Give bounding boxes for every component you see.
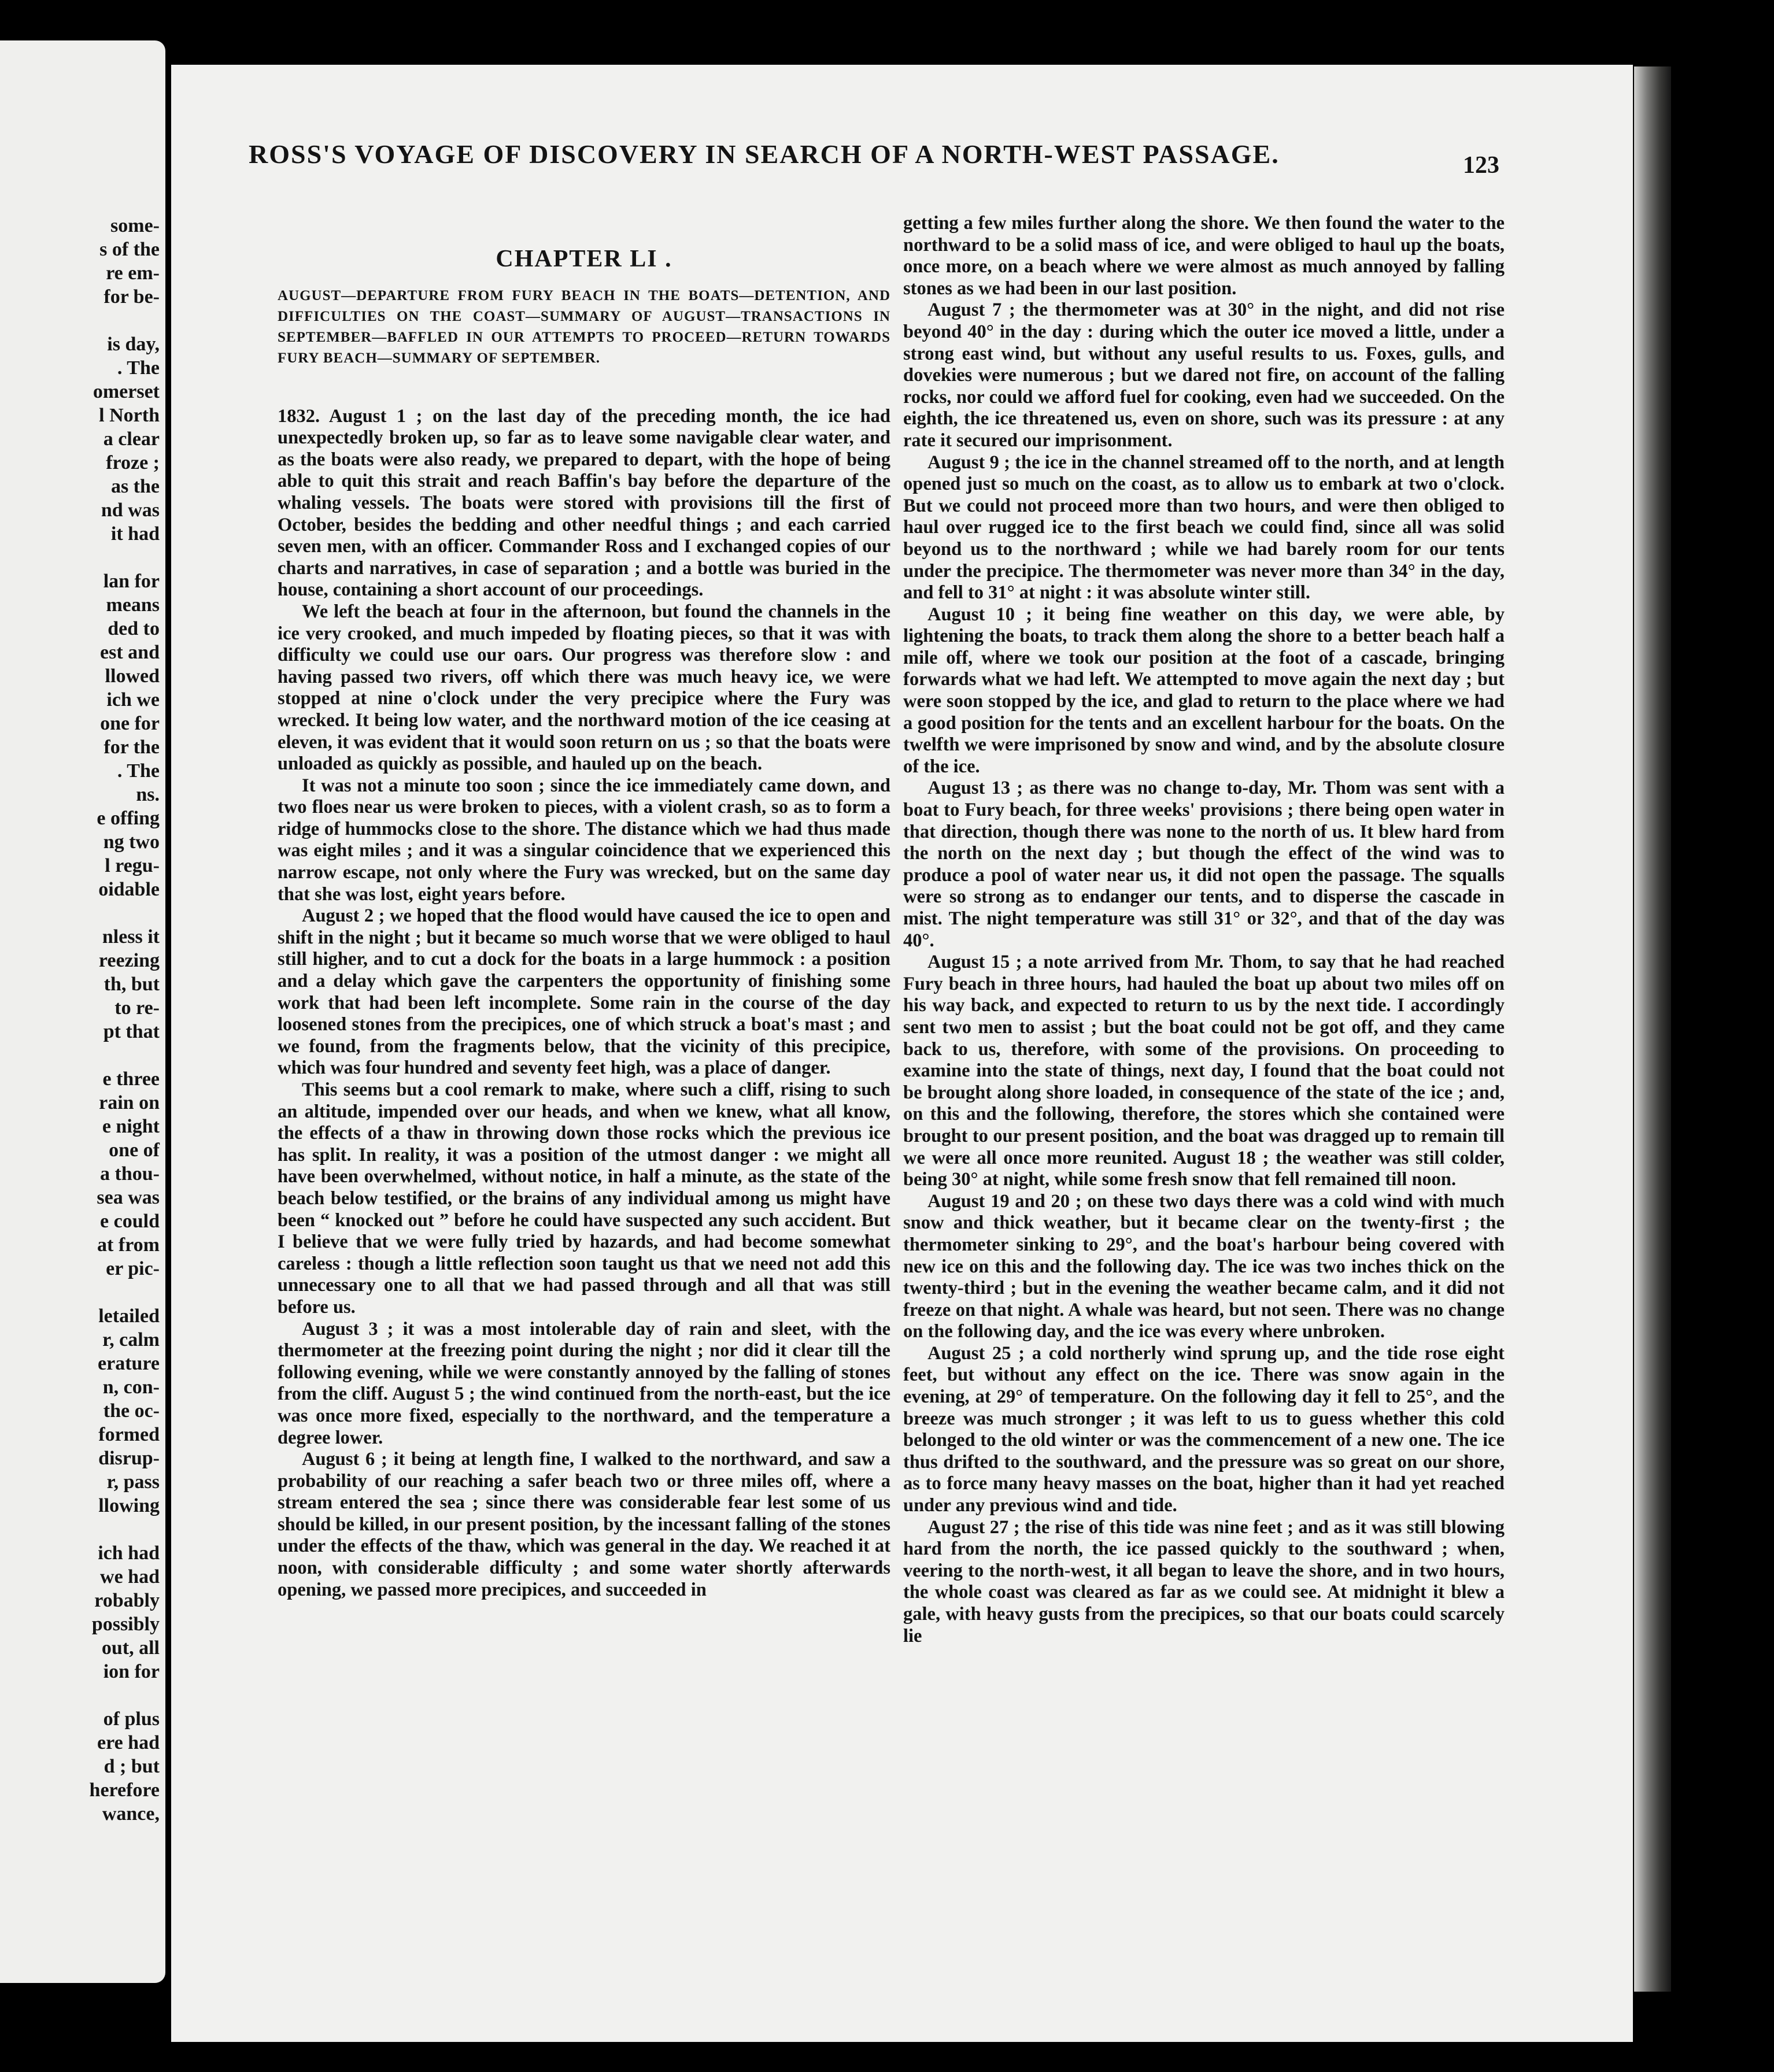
facing-page-line: omerset [93, 381, 160, 402]
facing-page-line: possibly [91, 1614, 160, 1635]
facing-page-line [3, 1281, 160, 1304]
running-title: ROSS'S VOYAGE OF DISCOVERY IN SEARCH OF A NORTH-WEST PASSAGE. [249, 139, 1280, 169]
paragraph: August 7 ; the thermometer was at 30° in the night, and did not rise beyond 40° in the day : during which the outer ice moved a little, under a strong east wind, but without any useful results to us. Foxes, gulls, and dovekies were numerous ; but we dared not fire, on account of the falling rocks, nor could we afford fuel for cooking, even had we succeeded. On the eighth, the ice threatened us, even on shore, such was its pressure : at any rate it secured our imprisonment. [903, 299, 1505, 451]
paragraph: We left the beach at four in the afternoon, but found the channels in the ice very crooked, and much impeded by floating pieces, so that it was with difficulty we could use our oars. Our progress was therefore slow : and having passed two rivers, off which there was much heavy ice, we were stopped at nine o'clock under the very precipice where the Fury was wrecked. It being low water, and the northward motion of the ice ceasing at eleven, it was evident that it would soon return on us ; so that the boats were unloaded as quickly as possible, and hauled up on the beach. [278, 601, 890, 775]
facing-page-line: ich had [98, 1542, 160, 1564]
paragraph: August 27 ; the rise of this tide was nine feet ; and as it was still blowing hard from the north, the ice passed quickly to the southward ; when, veering to the north-west, it all began to leave the shore, and in two hours, the whole coast was cleared as far as we could see. At midnight it blew a gale, with heavy gusts from the precipices, so that our boats could scarcely lie [903, 1516, 1505, 1646]
facing-page-line: r, pass [106, 1471, 160, 1493]
paragraph: August 19 and 20 ; on these two days there was a cold wind with much snow and thick weather, but it became clear on the twenty-first ; the thermometer sinking to 29°, and the boat's harbour being covered with new ice on this and the following day. The ice was two inches thick on the twenty-third ; but in the evening the weather became calm, and it did not freeze on that night. A whale was heard, but not seen. There was no change on the following day, and the ice was every where unbroken. [903, 1190, 1505, 1342]
facing-page-line: e three [102, 1068, 160, 1090]
facing-page-line: means [106, 594, 160, 616]
facing-page-line [3, 1684, 160, 1707]
facing-page-line: n, con- [102, 1377, 160, 1398]
facing-page-line: erature [98, 1353, 160, 1374]
facing-page-line: rain on [99, 1092, 160, 1113]
paragraph: August 15 ; a note arrived from Mr. Thom, to say that he had reached Fury beach in three hours, had hauled the boat up about two miles off on his way back, and expected to return to us by the next tide. I accordingly sent two men to assist ; but the boat could not be got off, and they came back to us, therefore, with some of the provisions. On proceeding to examine into the state of things, next day, I found that the boat could not be brought along shore loaded, in consequence of the state of the ice ; and, on this and the following, therefore, the stores which she contained were brought to our present position, and the boat was dragged up to remain till we were all once more reunited. August 18 ; the weather was still colder, being 30° at night, while some fresh snow that fell remained till noon. [903, 952, 1505, 1190]
facing-page-line: ded to [108, 618, 160, 639]
facing-page-line: one of [109, 1139, 160, 1161]
facing-page-line: s of the [99, 239, 160, 260]
paragraph: August 3 ; it was a most intolerable day of rain and sleet, with the thermometer at the freezing point during the night ; nor did it clear till the following evening, while we were constantly annoyed by the falling of stones from the cliff. August 5 ; the wind continued from the north-east, but the ice was once more fixed, especially to the northward, and the temperature a degree lower. [278, 1318, 890, 1448]
paragraph: August 13 ; as there was no change to-day, Mr. Thom was sent with a boat to Fury beach, for three weeks' provisions ; there being open water in that direction, though there was none to the north of us. It blew hard from the north on the next day ; but though the effect of the wind was to produce a pool of water near us, it did not open the passage. The squalls were so strong as to endanger our tents, and to disperse the cascade in mist. The night temperature was still 31° or 32°, and that of the day was 40°. [903, 778, 1505, 951]
facing-page-line: to re- [114, 997, 160, 1019]
page-number: 123 [1463, 152, 1499, 179]
facing-page-line: it had [110, 523, 160, 545]
facing-page-line: a clear [103, 428, 160, 450]
facing-page-line [3, 546, 160, 569]
facing-page-line: d ; but [104, 1756, 160, 1777]
paragraph: 1832. August 1 ; on the last day of the preceding month, the ice had unexpectedly broken up, so far as to leave some navigable clear water, and as the boats were also ready, we prepared to depart, with the hope of being able to quit this strait and reach Baffin's bay before the departure of the whaling vessels. The boats were stored with provisions till the first of October, besides the bedding and other needful things ; and each carried seven men, with an officer. Commander Ross and I exchanged copies of our charts and narratives, in case of separation ; and a bottle was buried in the house, containing a short account of our proceedings. [278, 405, 890, 601]
facing-page-line: nd was [101, 500, 160, 521]
facing-page-line: nless it [102, 926, 160, 948]
facing-page-line: we had [100, 1566, 160, 1588]
facing-page-line: r, calm [102, 1329, 160, 1350]
facing-page-line: disrup- [98, 1448, 160, 1469]
facing-page-line: re em- [106, 262, 160, 284]
facing-page-line: the oc- [103, 1400, 160, 1422]
facing-page-line [3, 1518, 160, 1541]
facing-page-line: ion for [103, 1661, 160, 1682]
facing-page-text [3, 214, 160, 1826]
facing-page-line: ere had [97, 1732, 160, 1753]
paragraph: getting a few miles further along the shore. We then found the water to the northward to be a solid mass of ice, and were obliged to haul up the boats, once more, on a beach where we were almost as much annoyed by falling stones as we had been in our last position. [903, 213, 1505, 299]
facing-page-line: ns. [136, 784, 160, 805]
facing-page-line: froze ; [106, 452, 160, 473]
right-paragraphs [903, 213, 1505, 1647]
paragraph: It was not a minute too soon ; since the ice immediately came down, and two floes near us were broken to pieces, with a violent crash, so as to form a ridge of hummocks close to the shore. The distance which we had thus made was eight miles ; and it was a singular coincidence that we experienced this narrow escape, not only where the Fury was wrecked, but on the same day that she was lost, eight years before. [278, 775, 890, 905]
facing-page-line: l regu- [105, 855, 160, 876]
facing-page-line: ich we [106, 689, 160, 711]
facing-page-line: l North [99, 405, 160, 426]
facing-page-line: as the [110, 476, 160, 497]
facing-page-line: wance, [102, 1803, 160, 1825]
left-paragraphs [278, 406, 890, 1601]
page-edge [1634, 66, 1671, 1992]
facing-page-line: out, all [101, 1637, 160, 1659]
left-text-column [278, 213, 890, 1601]
facing-page-line: ng two [103, 831, 160, 853]
facing-page-line: of plus [103, 1708, 160, 1730]
facing-page-line: oidable [98, 879, 160, 900]
facing-page-line: . The [117, 760, 160, 782]
facing-page-line: is day, [107, 334, 160, 355]
paragraph: August 6 ; it being at length fine, I walked to the northward, and saw a probability of our reaching a safer beach two or three miles off, where a stream entered the sea ; since there was considerable fear lest some of us should be killed, in our present position, by the incessant falling of the stones under the effects of the thaw, which was general in the day. We reached it at noon, with considerable difficulty ; and some water shortly afterwards opening, we passed more precipices, and succeeded in [278, 1449, 890, 1600]
facing-page-line: e night [102, 1116, 160, 1137]
facing-page-line: e offing [97, 808, 160, 829]
facing-page-line: er pic- [106, 1258, 160, 1279]
facing-page-line: est and [100, 642, 160, 663]
facing-page-line: llowing [98, 1495, 160, 1516]
paragraph: August 2 ; we hoped that the flood would have caused the ice to open and shift in the night ; but it became so much worse that we were obliged to haul still higher, and to cut a dock for the boats in a large hummock : a position and a delay which gave the carpenters the opportunity of finishing some work that had been left incomplete. Some rain in the course of the day loosened stones from the precipices, one of which struck a boat's mast ; and we found, from the fragments below, that the vicinity of this precipice, which was four hundred and seventy feet high, was a place of danger. [278, 905, 890, 1079]
facing-page-line: herefore [89, 1779, 160, 1801]
facing-page-line: formed [98, 1424, 160, 1445]
facing-page-line: lan for [103, 571, 160, 592]
facing-page-line [3, 309, 160, 332]
facing-page-line [3, 901, 160, 925]
facing-page-line: for be- [104, 286, 160, 308]
facing-page-line: th, but [104, 974, 160, 995]
facing-page-line: some- [110, 215, 160, 236]
facing-page-line: a thou- [100, 1163, 160, 1185]
facing-page-line: llowed [105, 665, 160, 687]
facing-page-line: . The [117, 357, 160, 379]
paragraph: August 25 ; a cold northerly wind sprung up, and the tide rose eight feet, but without any effect on the ice. There was snow again in the evening, at 29° of temperature. On the following day it fell to 25°, and the breeze was much stronger ; it was left to us to guess whether this cold belonged to the old winter or was the commencement of a new one. The ice thus drifted to the southward, and the pressure was so great on our shore, as to force many heavy masses on the boat, higher than it had yet reached under any previous wind and tide. [903, 1342, 1505, 1516]
facing-page-fragment [0, 40, 165, 1983]
right-text-column [903, 213, 1505, 1647]
facing-page-line: one for [100, 713, 160, 734]
facing-page-line: pt that [103, 1021, 160, 1042]
facing-page-line: for the [104, 737, 160, 758]
facing-page-line [3, 1044, 160, 1067]
facing-page-line: at from [97, 1234, 160, 1256]
facing-page-line: robably [94, 1590, 160, 1611]
chapter-summary: AUGUST—DEPARTURE FROM FURY BEACH IN THE BOATS—DETENTION, AND DIFFICULTIES ON THE COAST—SUMMARY OF AUGUST—TRANSACTIONS IN SEPTEMBER—BAFFLED IN OUR ATTEMPTS TO PROCEED—RETURN TOWARDS FURY BEACH—SUMMARY OF SEPTEMBER. [278, 287, 890, 366]
facing-page-line: e could [100, 1211, 160, 1232]
facing-page-line: letailed [98, 1305, 160, 1327]
chapter-title: CHAPTER LI . [496, 246, 672, 272]
facing-page-line: reezing [98, 950, 160, 971]
facing-page-line: sea was [97, 1187, 160, 1208]
paragraph: August 9 ; the ice in the channel streamed off to the north, and at length opened just so much on the coast, as to allow us to embark at two o'clock. But we could not proceed more than two hours, and were then obliged to haul over rugged ice to the first beach we could find, since all was solid beyond us to the northward ; while we had barely room for our tents under the precipice. The thermometer was never more than 34° in the day, and fell to 31° at night : it was absolute winter still. [903, 452, 1505, 604]
paragraph: This seems but a cool remark to make, where such a cliff, rising to such an altitude, impended over our heads, and when we knew, what all know, the effects of a thaw in throwing down those rocks which the previous ice has split. In reality, it was a position of the utmost danger : we might all have been overwhelmed, without notice, in half a minute, as the state of the beach below testified, or the brains of any individual among us might have been “ knocked out ” before he could have suspected any such accident. But I believe that we were fully tried by hazards, and had become somewhat careless : though a little reflection soon taught us that we need not add this unnecessary one to all that we had passed through and all that was still before us. [278, 1079, 890, 1318]
paragraph: August 10 ; it being fine weather on this day, we were able, by lightening the boats, to track them along the shore to a better beach half a mile off, where we took our position at the foot of a cascade, bringing forwards what we had left. We attempted to move again the next day ; but were soon stopped by the ice, and glad to return to the place where we had a good position for the tents and an excellent harbour for the boats. On the twelfth we were imprisoned by snow and wind, and by the absolute closure of the ice. [903, 604, 1505, 777]
